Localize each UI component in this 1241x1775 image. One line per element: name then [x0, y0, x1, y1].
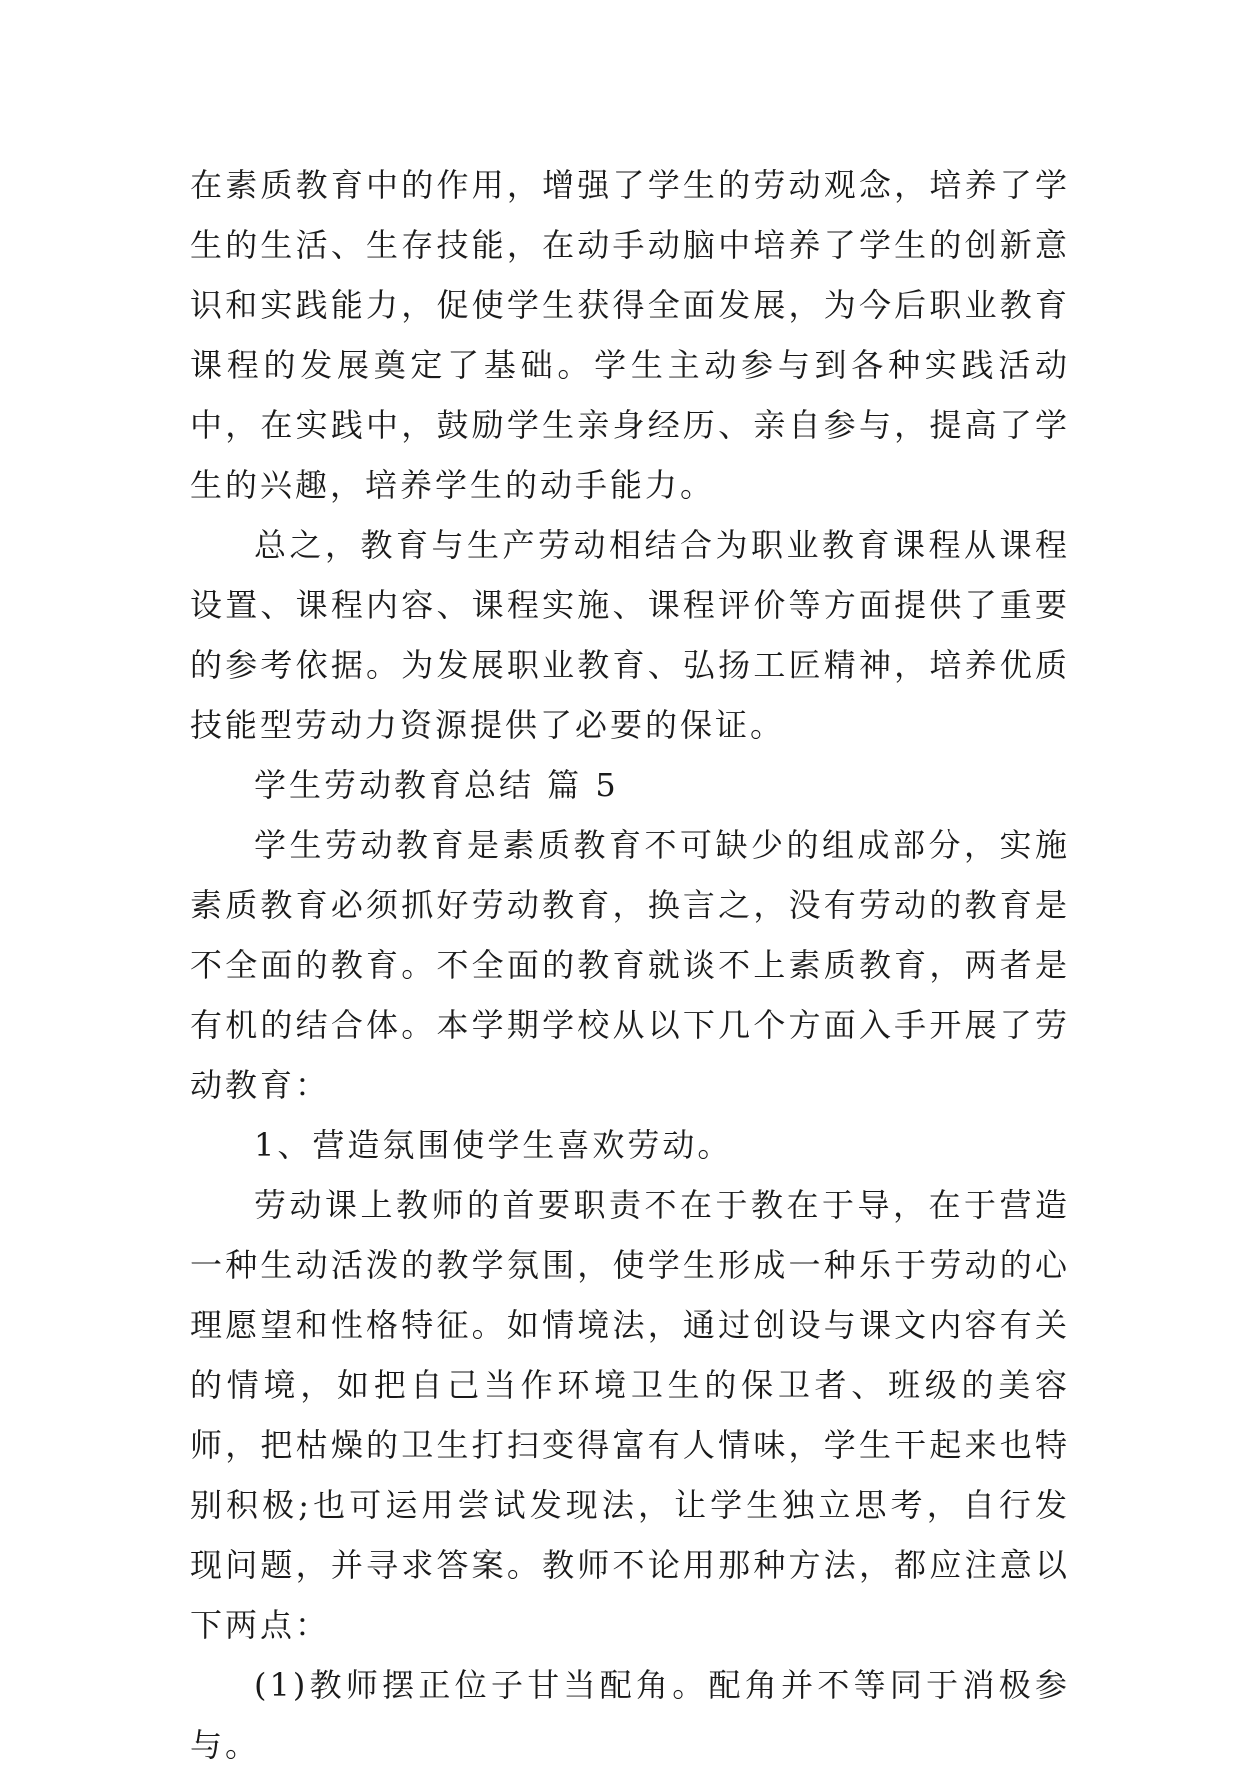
paragraph-point: (1)教师摆正位子甘当配角。配角并不等同于消极参与。 — [190, 1666, 1070, 1764]
document-page — [190, 155, 1070, 1775]
list-item-heading: 1、营造氛围使学生喜欢劳动。 — [254, 1126, 733, 1164]
paragraph-intro: 学生劳动教育是素质教育不可缺少的组成部分，实施素质教育必须抓好劳动教育，换言之，没有劳动的教育是不全面的教育。不全面的教育就谈不上素质教育，两者是有机的结合体。本学期学校从以下几个方面入手开展了劳动教育： — [190, 826, 1070, 1104]
paragraph-body: 劳动课上教师的首要职责不在于教在于导，在于营造一种生动活泼的教学氛围，使学生形成一种乐于劳动的心理愿望和性格特征。如情境法，通过创设与课文内容有关的情境，如把自己当作环境卫生的保卫者、班级的美容师，把枯燥的卫生打扫变得富有人情味，学生干起来也特别积极;也可运用尝试发现法，让学生独立思考，自行发现问题，并寻求答案。教师不论用那种方法，都应注意以下两点： — [190, 1186, 1070, 1644]
section-heading: 学生劳动教育总结 篇 5 — [254, 766, 619, 804]
paragraph-continuation: 在素质教育中的作用，增强了学生的劳动观念，培养了学生的生活、生存技能，在动手动脑中培养了学生的创新意识和实践能力，促使学生获得全面发展，为今后职业教育课程的发展奠定了基础。学生主动参与到各种实践活动中，在实践中，鼓励学生亲身经历、亲自参与，提高了学生的兴趣，培养学生的动手能力。 — [190, 166, 1070, 504]
paragraph-summary: 总之，教育与生产劳动相结合为职业教育课程从课程设置、课程内容、课程实施、课程评价等方面提供了重要的参考依据。为发展职业教育、弘扬工匠精神，培养优质技能型劳动力资源提供了必要的保证。 — [190, 526, 1070, 744]
